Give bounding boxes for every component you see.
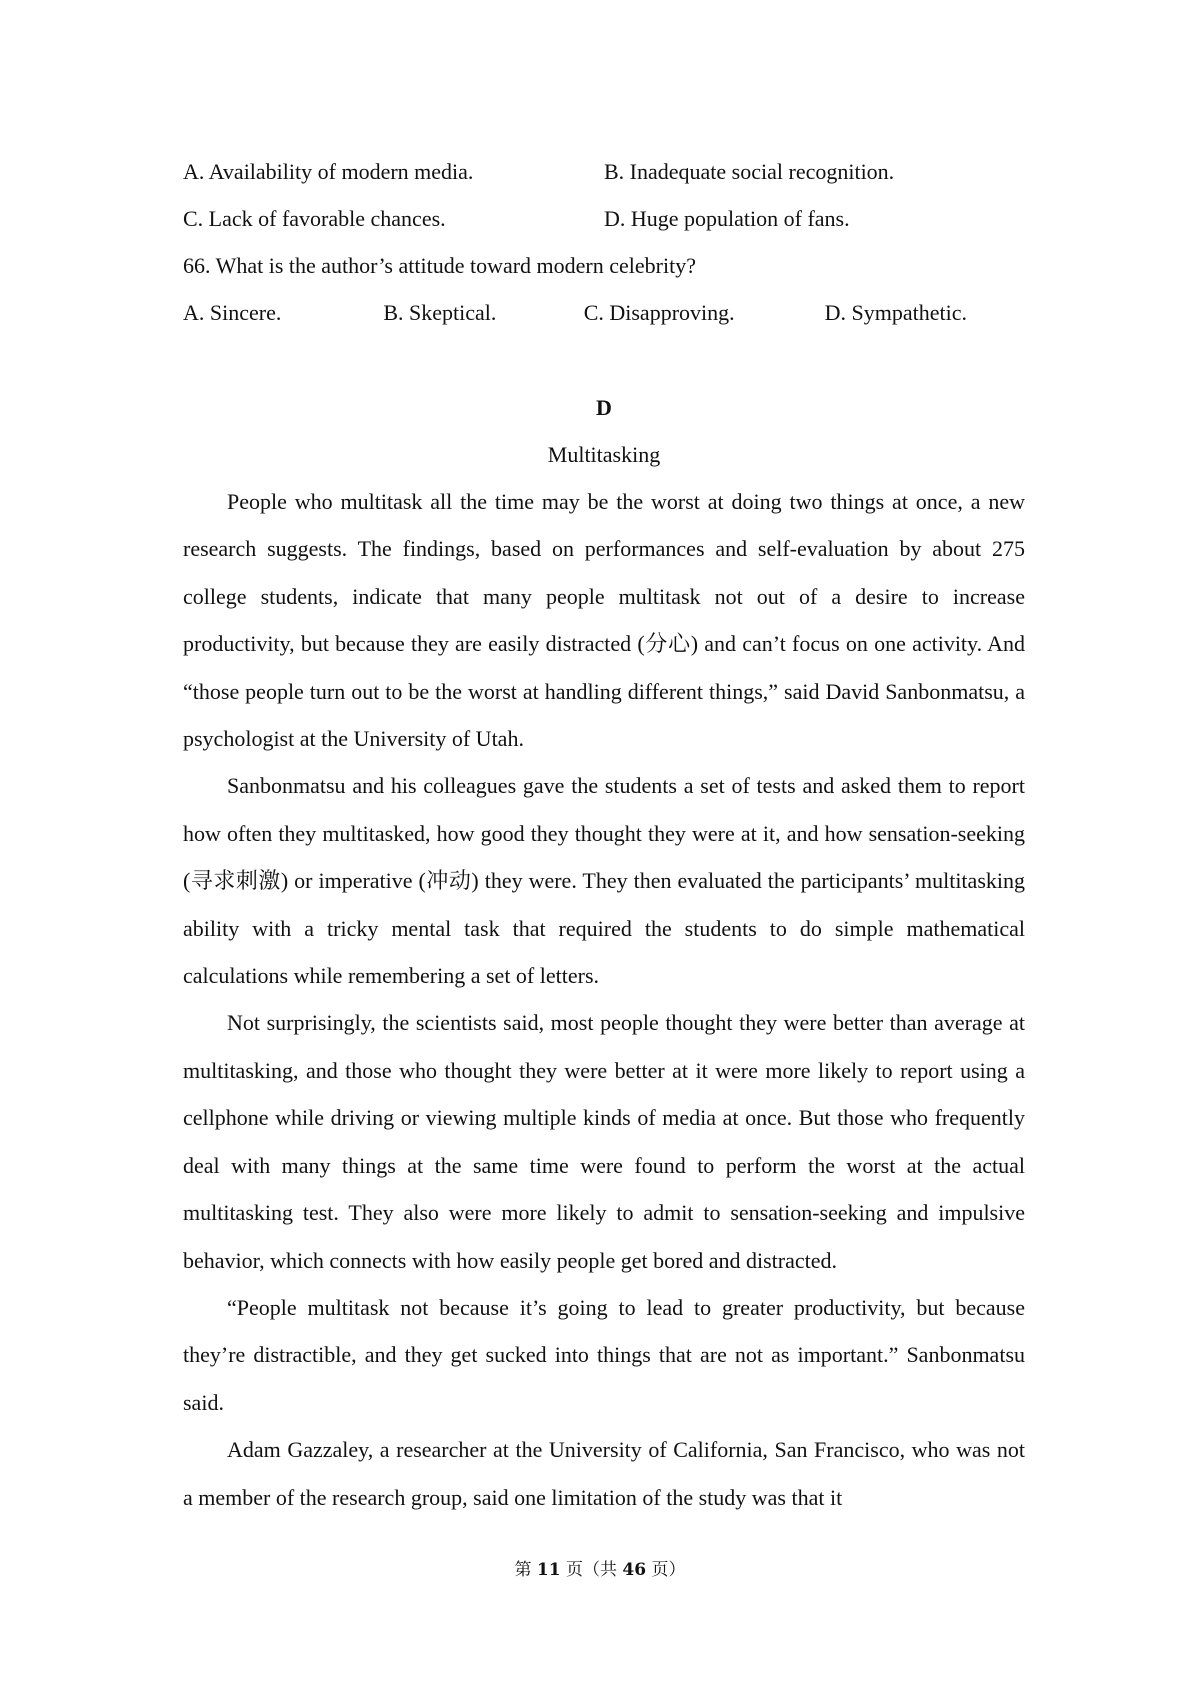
article-title: Multitasking xyxy=(547,442,661,467)
footer-page-number: 11 xyxy=(536,1560,561,1580)
option-a: A. Sincere. xyxy=(183,300,282,325)
option-c: C. Disapproving. xyxy=(583,300,735,325)
paragraph-5: Adam Gazzaley, a researcher at the University of California, San Francisco, who was not a member of the research group, said one limitation of the study was that it xyxy=(183,1437,1025,1510)
option-c: C. Lack of favorable chances. xyxy=(183,206,446,231)
paragraph-4: “People multitask not because it’s going to lead to greater productivity, but because they’re distractible, and they get sucked into things that are not as important.” Sanbonmatsu said. xyxy=(183,1294,1025,1415)
page-footer xyxy=(0,1558,1200,1582)
q65-options-row-1 xyxy=(183,148,1025,195)
option-a: A. Availability of modern media. xyxy=(183,159,474,184)
option-b: B. Inadequate social recognition. xyxy=(604,159,895,184)
q66-options-row xyxy=(183,289,1025,336)
footer-total-pages: 46 xyxy=(622,1560,647,1580)
option-b: B. Skeptical. xyxy=(383,300,497,325)
section-letter: D xyxy=(596,395,612,420)
q65-options-row-2 xyxy=(183,195,1025,242)
paragraph-1: People who multitask all the time may be the worst at doing two things at once, a new research suggests. The findings, based on performances and self-evaluation by about 275 college students, indicate that many people multitask not out of a desire to increase productivity, but because they are easily distracted (分心) and can’t focus on one activity. And “those people turn out to be the worst at handling different things,” said David Sanbonmatsu, a psychologist at the University of Utah. xyxy=(183,489,1025,752)
document-page xyxy=(183,148,1025,1521)
footer-prefix: 第 xyxy=(514,1560,537,1580)
question-66: 66. What is the author’s attitude toward modern celebrity? xyxy=(183,253,696,278)
footer-suffix: 页） xyxy=(646,1560,686,1580)
footer-middle: 页（共 xyxy=(560,1560,623,1580)
paragraph-2: Sanbonmatsu and his colleagues gave the students a set of tests and asked them to report how often they multitasked, how good they thought they were at it, and how sensation-seeking (寻求刺激) or imperative (冲动) they were. They then evaluated the participants’ multitasking ability with a tricky mental task that required the students to do simple mathematical calculations while remembering a set of letters. xyxy=(183,773,1025,989)
option-d: D. Sympathetic. xyxy=(824,300,968,325)
option-d: D. Huge population of fans. xyxy=(604,206,850,231)
paragraph-3: Not surprisingly, the scientists said, most people thought they were better than average at multitasking, and those who thought they were better at it were more likely to report using a cellphone while driving or viewing multiple kinds of media at once. But those who frequently deal with many things at the same time were found to perform the worst at the actual multitasking test. They also were more likely to admit to sensation-seeking and impulsive behavior, which connects with how easily people get bored and distracted. xyxy=(183,1010,1025,1273)
